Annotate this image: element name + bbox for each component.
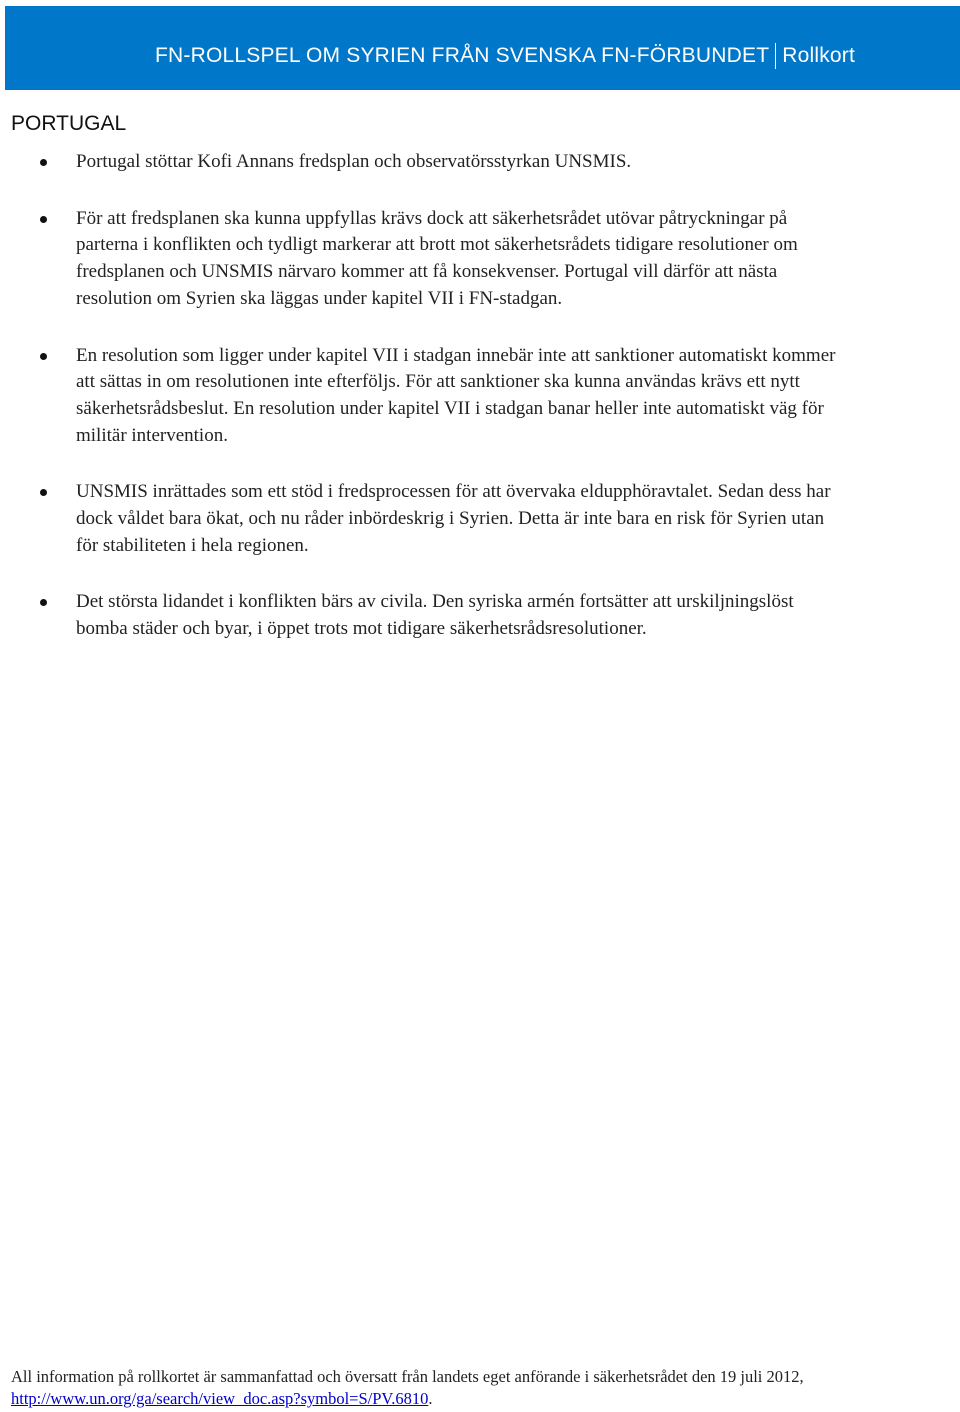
- list-item: [40, 206, 840, 313]
- list-item: [40, 149, 840, 176]
- header-bar: [5, 6, 960, 90]
- source-link[interactable]: http://www.un.org/ga/search/view_doc.asp?symbol=S/PV.6810: [11, 1389, 429, 1408]
- position-points-list: [40, 149, 840, 673]
- header-subtitle: Rollkort: [782, 44, 856, 67]
- point-text: Portugal stöttar Kofi Annans fredsplan och observatörsstyrkan UNSMIS.: [76, 151, 632, 172]
- footnote-text: All information på rollkortet är sammanfattad och översatt från landets eget anförande i säkerhetsrådet den 19 juli 2012,: [11, 1367, 804, 1386]
- point-text: UNSMIS inrättades som ett stöd i fredsprocessen för att övervaka eldupphöravtalet. Sedan dess har dock våldet bara ökat, och nu råder inbördeskrig i Syrien. Detta är inte bara en risk för Syrien utan för stabiliteten i hela regionen.: [76, 481, 831, 556]
- bullet-icon: [40, 216, 47, 223]
- bullet-icon: [40, 159, 47, 166]
- header-title: [155, 43, 855, 69]
- list-item: [40, 343, 840, 450]
- bullet-icon: [40, 489, 47, 496]
- header-title-text: FN-ROLLSPEL OM SYRIEN FRÅN SVENSKA FN-FÖRBUNDET: [155, 44, 770, 67]
- list-item: [40, 479, 840, 559]
- bullet-icon: [40, 353, 47, 360]
- source-footnote: [11, 1366, 841, 1410]
- country-heading: PORTUGAL: [11, 112, 127, 135]
- point-text: För att fredsplanen ska kunna uppfyllas krävs dock att säkerhetsrådet utövar påtryckningar på parterna i konflikten och tydligt markerar att brott mot säkerhetsrådets tidigare resolutioner om fredsplanen och UNSMIS närvaro kommer att få konsekvenser. Portugal vill därför att nästa resolution om Syrien ska läggas under kapitel VII i FN-stadgan.: [76, 207, 798, 309]
- footnote-end: .: [428, 1389, 433, 1408]
- point-text: Det största lidandet i konflikten bärs av civila. Den syriska armén fortsätter att urskiljningslöst bomba städer och byar, i öppet trots mot tidigare säkerhetsrådsresolutioner.: [76, 591, 794, 640]
- bullet-icon: [40, 599, 47, 606]
- header-separator: [775, 43, 776, 69]
- point-text: En resolution som ligger under kapitel VII i stadgan innebär inte att sanktioner automatiskt kommer att sättas in om resolutionen inte efterföljs. För att sanktioner ska kunna användas krävs ett nytt säkerhetsrådsbeslut. En resolution under kapitel VII i stadgan banar heller inte automatiskt väg för militär intervention.: [76, 344, 836, 446]
- list-item: [40, 589, 840, 642]
